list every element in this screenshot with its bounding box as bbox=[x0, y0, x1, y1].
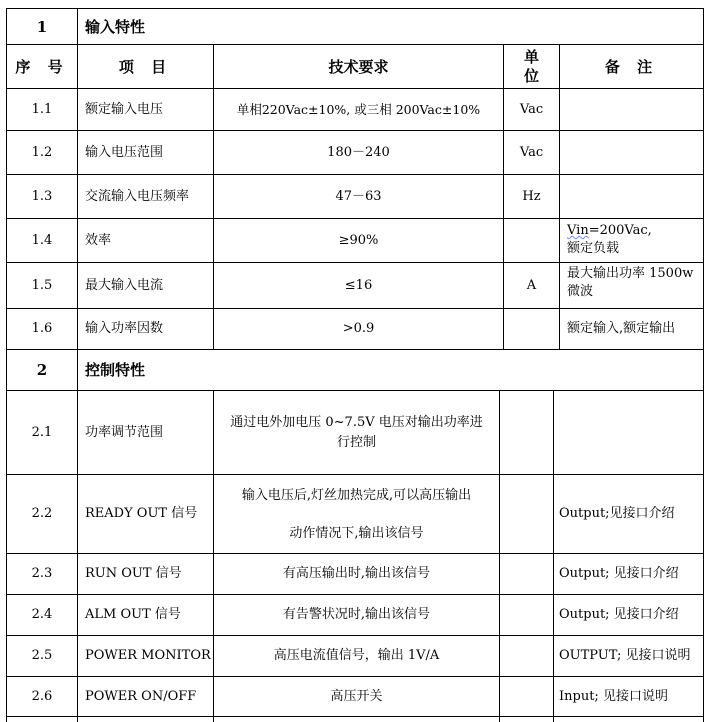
row-note: Input; 见接口说明 bbox=[559, 688, 668, 704]
row-item: POWER ON/OFF bbox=[85, 688, 197, 704]
row-item: 交流输入电压频率 bbox=[85, 188, 190, 204]
row-requirement: 通过电外加电压 0~7.5V 电压对输出功率进 行控制 bbox=[230, 414, 483, 450]
row-requirement: >0.9 bbox=[342, 321, 375, 336]
header-requirement: 技术要求 bbox=[328, 57, 389, 76]
row-seq: 1.6 bbox=[31, 321, 53, 336]
row-requirement: 47－63 bbox=[335, 188, 382, 204]
row-seq: 1.5 bbox=[31, 277, 53, 293]
note-vin: Vin bbox=[567, 223, 589, 238]
row-item: READY OUT 信号 bbox=[85, 506, 198, 521]
row-unit bbox=[500, 554, 553, 594]
row-note: Output; 见接口介绍 bbox=[559, 566, 679, 581]
row-seq: 2.4 bbox=[31, 607, 53, 622]
note-load: 额定负载 bbox=[567, 241, 620, 256]
row-seq: 1.4 bbox=[31, 232, 53, 248]
row-unit bbox=[500, 595, 553, 635]
row-note: 额定输入,额定输出 bbox=[567, 321, 676, 336]
header-item: 项 目 bbox=[118, 57, 173, 76]
row-requirement: 高压开关 bbox=[330, 688, 383, 704]
section-title: 输入特性 bbox=[85, 17, 146, 36]
row-seq: 2.3 bbox=[31, 566, 53, 581]
row-seq: 2.2 bbox=[31, 506, 53, 521]
header-note: 备 注 bbox=[604, 57, 659, 76]
row-unit: Hz bbox=[522, 188, 541, 204]
row-note bbox=[560, 131, 703, 174]
row-seq: 1.1 bbox=[31, 101, 53, 117]
row-unit bbox=[500, 636, 553, 676]
row-seq: 1.3 bbox=[31, 188, 53, 204]
row-item: POWER MONITOR bbox=[85, 648, 211, 663]
row-requirement: 高压电流值信号，输出 1V/A bbox=[273, 648, 440, 663]
row-requirement: 有高压输出时,输出该信号 bbox=[282, 566, 431, 581]
header-unit: 单 位 bbox=[523, 47, 539, 85]
section-title: 控制特性 bbox=[85, 361, 146, 379]
row-unit bbox=[500, 677, 553, 716]
section-number: 2 bbox=[36, 361, 48, 379]
row-item: ALM OUT 信号 bbox=[85, 607, 181, 622]
row-item: 输入电压范围 bbox=[85, 144, 164, 160]
row-unit bbox=[500, 391, 553, 474]
row-requirement: 有告警状况时,输出该信号 bbox=[282, 607, 431, 622]
row-item: 功率调节范围 bbox=[85, 424, 164, 440]
row-note: Output;见接口介绍 bbox=[559, 506, 675, 521]
header-seq: 序 号 bbox=[15, 57, 69, 76]
row-requirement: ≥90% bbox=[338, 232, 379, 248]
row-requirement: 180－240 bbox=[327, 144, 390, 160]
row-unit: Vac bbox=[519, 144, 544, 160]
row-unit: A bbox=[526, 277, 537, 293]
row-note: OUTPUT; 见接口说明 bbox=[559, 648, 691, 663]
row-unit bbox=[504, 219, 559, 262]
row-item: 额定输入电压 bbox=[85, 101, 164, 117]
row-requirement: 输入电压后,灯丝加热完成,可以高压输出 动作情况下,输出该信号 bbox=[241, 487, 472, 541]
row-unit bbox=[504, 309, 559, 349]
row-seq: 2.1 bbox=[31, 424, 53, 440]
row-unit bbox=[500, 475, 553, 553]
row-note: Output; 见接口介绍 bbox=[559, 607, 679, 622]
row-note: 最大输出功率 1500w 微波 bbox=[567, 266, 694, 299]
row-note bbox=[560, 89, 703, 130]
row-item: 输入功率因数 bbox=[85, 321, 164, 336]
row-requirement: 单相220Vac±10%, 或三相 200Vac±10% bbox=[236, 101, 481, 117]
row-seq: 2.5 bbox=[31, 648, 53, 663]
note-vin-value: =200Vac, bbox=[588, 223, 652, 238]
row-note bbox=[554, 391, 703, 474]
row-requirement: ≤16 bbox=[344, 277, 373, 293]
row-item: RUN OUT 信号 bbox=[85, 566, 182, 581]
row-seq: 1.2 bbox=[31, 144, 53, 160]
row-item: 最大输入电流 bbox=[85, 277, 164, 293]
row-seq: 2.6 bbox=[31, 688, 53, 704]
row-unit: Vac bbox=[519, 101, 544, 117]
row-note bbox=[560, 175, 703, 218]
section-number: 1 bbox=[36, 17, 48, 36]
row-item: 效率 bbox=[85, 232, 112, 248]
row-note bbox=[560, 219, 703, 262]
